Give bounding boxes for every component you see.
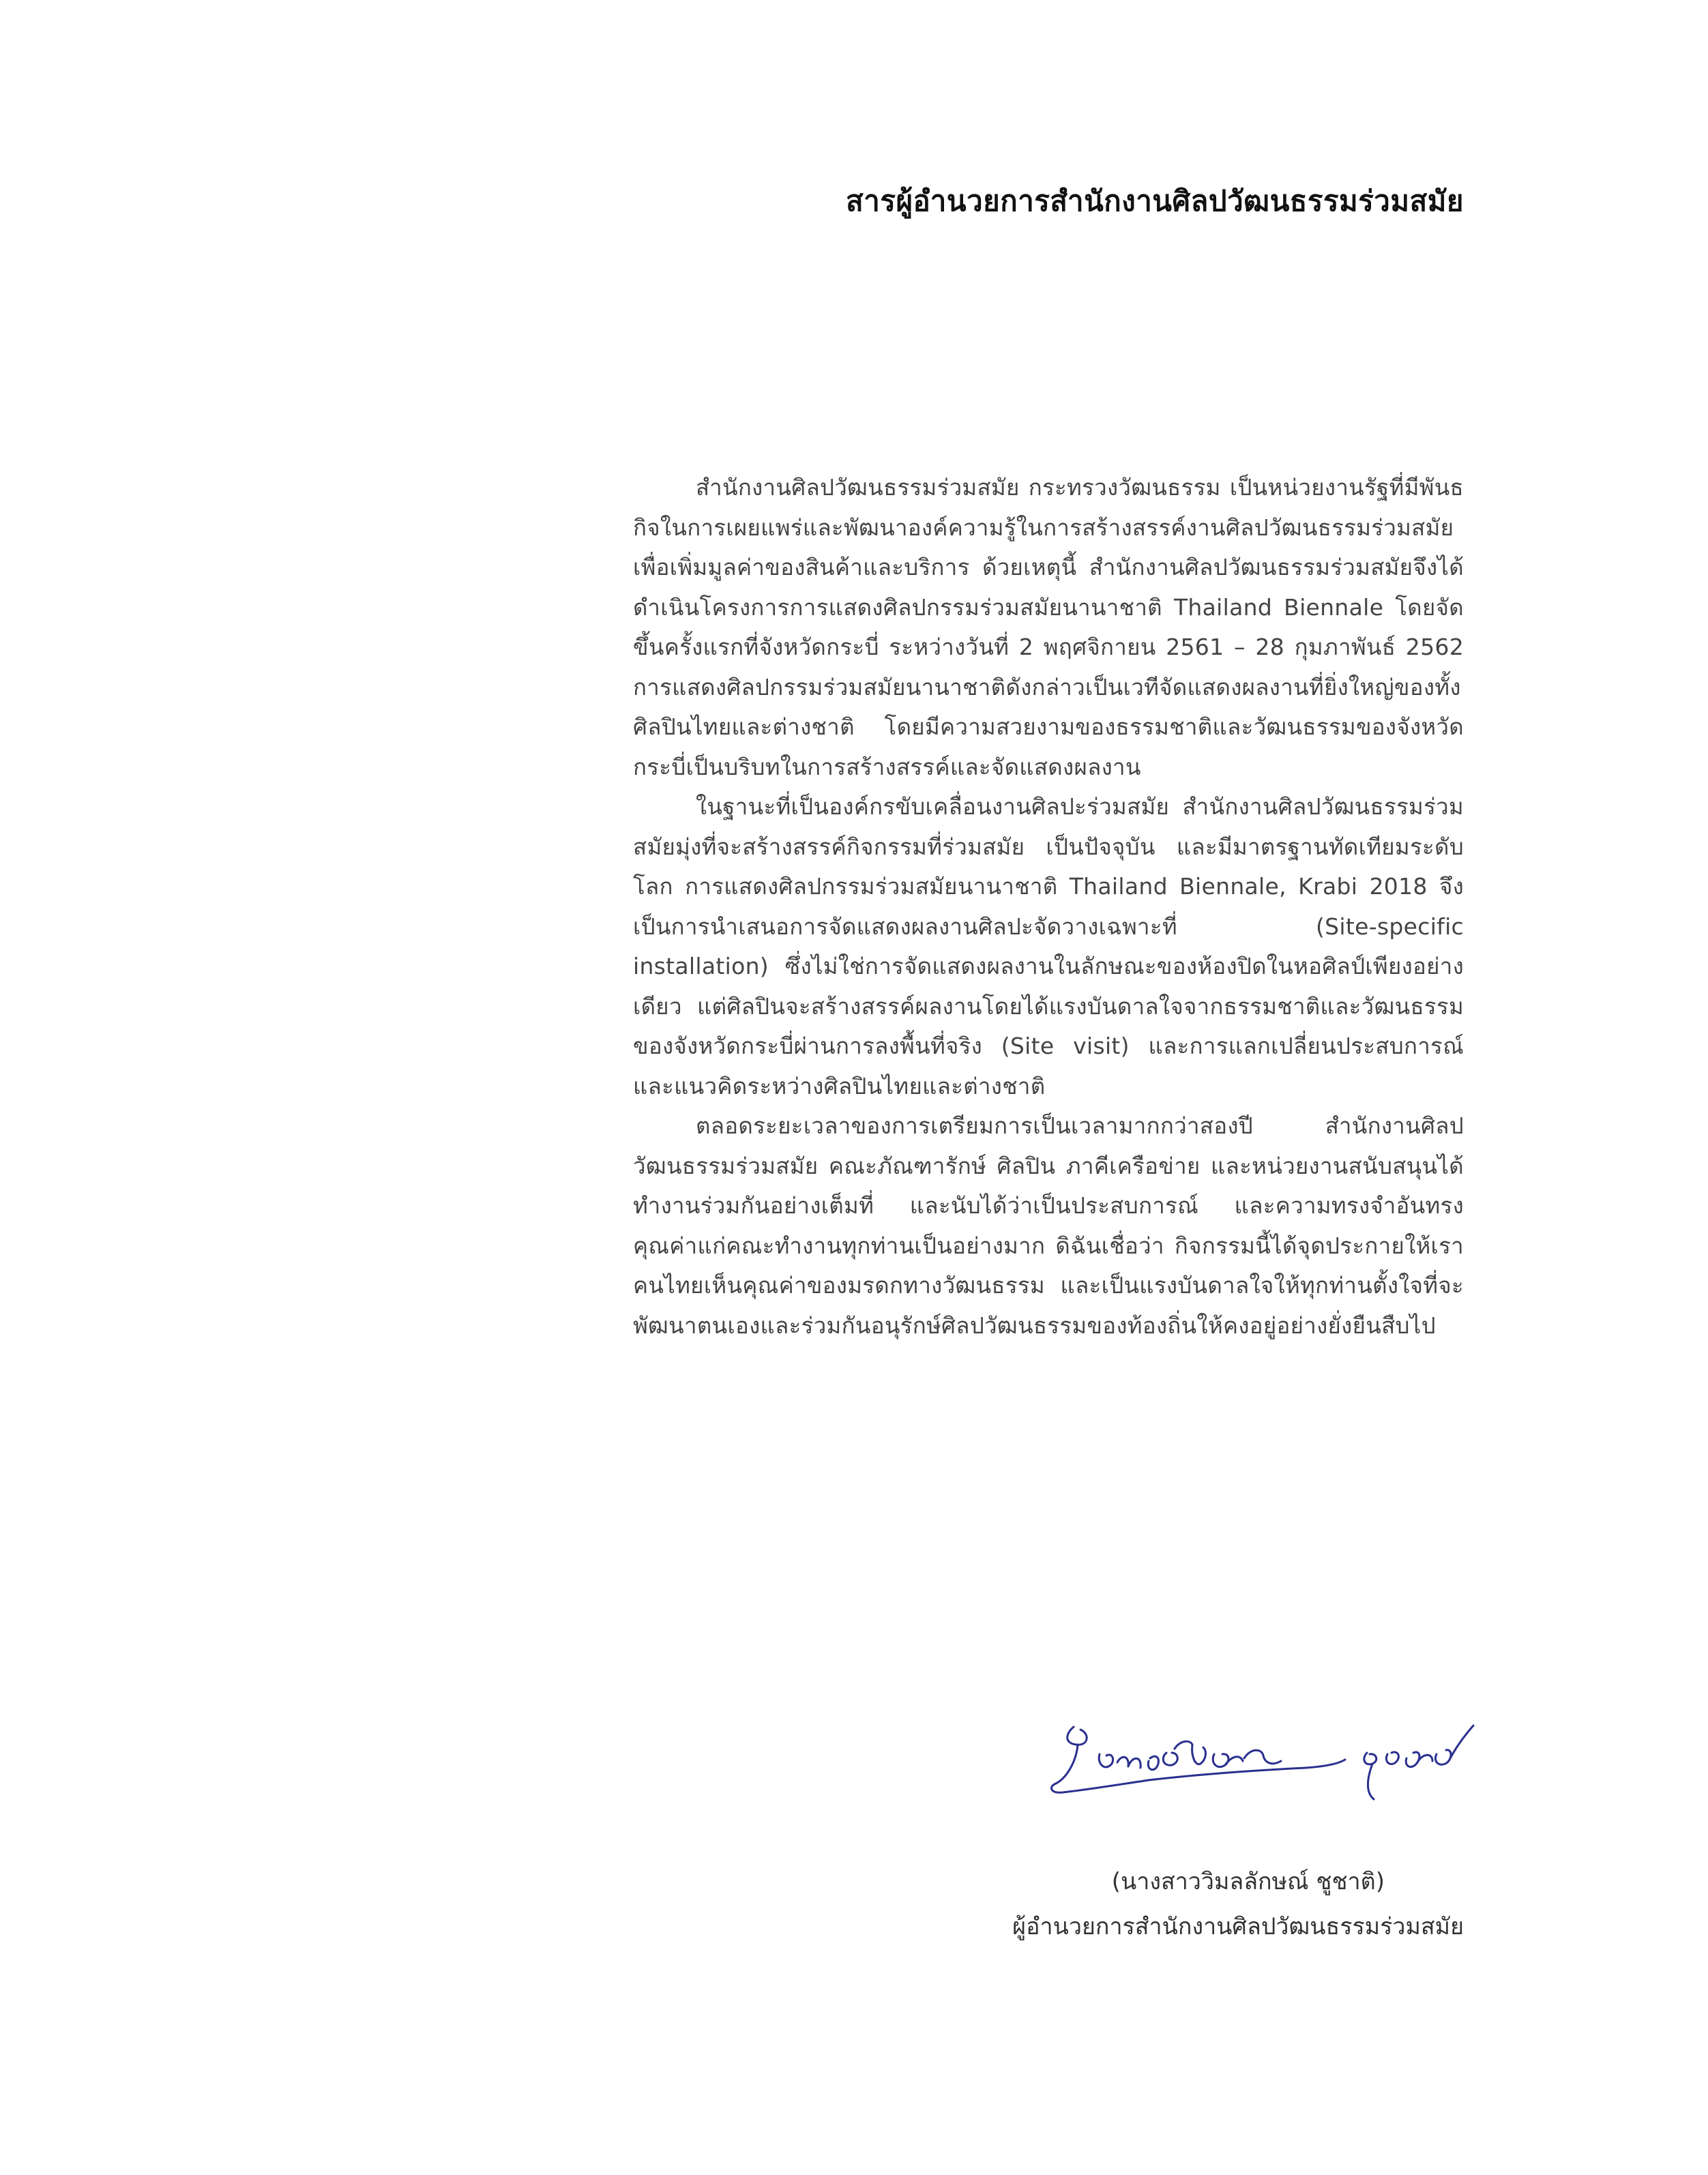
paragraph-3: ตลอดระยะเวลาของการเตรียมการเป็นเวลามากกว่าสองปี สำนักงานศิลปวัฒนธรรมร่วมสมัย คณะภัณฑารักษ์ ศิลปิน ภาคีเครือข่าย และหน่วยงานสนับสนุนได้ทำงานร่วมกันอย่างเต็มที่ และนับได้ว่าเป็นประสบการณ์ และความทรงจำอันทรงคุณค่าแก่คณะทำงานทุกท่านเป็นอย่างมาก ดิฉันเชื่อว่า กิจกรรมนี้ได้จุดประกายให้เราคนไทยเห็นคุณค่าของมรดกทางวัฒนธรรม และเป็นแรงบันดาลใจให้ทุกท่านตั้งใจที่จะพัฒนาตนเองและร่วมกันอนุรักษ์ศิลปวัฒนธรรมของท้องถิ่นให้คงอยู่อย่างยั่งยืนสืบไป	[633, 1112, 1464, 1339]
page-title: สารผู้อำนวยการสำนักงานศิลปวัฒนธรรมร่วมสมัย	[846, 184, 1464, 218]
paragraph-1: สำนักงานศิลปวัฒนธรรมร่วมสมัย กระทรวงวัฒนธรรม เป็นหน่วยงานรัฐที่มีพันธกิจในการเผยแพร่และพัฒนาองค์ความรู้ในการสร้างสรรค์งานศิลปวัฒนธรรมร่วมสมัย เพื่อเพิ่มมูลค่าของสินค้าและบริการ ด้วยเหตุนี้ สำนักงานศิลปวัฒนธรรมร่วมสมัยจึงได้ดำเนินโครงการการแสดงศิลปกรรมร่วมสมัยนานาชาติ Thailand Biennale โดยจัดขึ้นครั้งแรกที่จังหวัดกระบี่ ระหว่างวันที่ 2 พฤศจิกายน 2561 – 28 กุมภาพันธ์ 2562 การแสดงศิลปกรรมร่วมสมัยนานาชาติดังกล่าวเป็นเวทีจัดแสดงผลงานที่ยิ่งใหญ่ของทั้งศิลปินไทยและต่างชาติ โดยมีความสวยงามของธรรมชาติและวัฒนธรรมของจังหวัดกระบี่เป็นบริบทในการสร้างสรรค์และจัดแสดงผลงาน	[633, 474, 1464, 780]
letter-body	[633, 468, 1464, 1346]
handwritten-signature	[1046, 1713, 1483, 1809]
signer-position: ผู้อำนวยการสำนักงานศิลปวัฒนธรรมร่วมสมัย	[1012, 1913, 1464, 1940]
signer-name: (นางสาววิมลลักษณ์ ชูชาติ)	[1111, 1868, 1385, 1895]
signer-block	[1012, 1859, 1464, 1949]
paragraph-2: ในฐานะที่เป็นองค์กรขับเคลื่อนงานศิลปะร่วมสมัย สำนักงานศิลปวัฒนธรรมร่วมสมัยมุ่งที่จะสร้างสรรค์กิจกรรมที่ร่วมสมัย เป็นปัจจุบัน และมีมาตรฐานทัดเทียมระดับโลก การแสดงศิลปกรรมร่วมสมัยนานาชาติ Thailand Biennale, Krabi 2018 จึงเป็นการนำเสนอการจัดแสดงผลงานศิลปะจัดวางเฉพาะที่ (Site-specific installation) ซึ่งไม่ใช่การจัดแสดงผลงานในลักษณะของห้องปิดในหอศิลป์เพียงอย่างเดียว แต่ศิลปินจะสร้างสรรค์ผลงานโดยได้แรงบันดาลใจจากธรรมชาติและวัฒนธรรมของจังหวัดกระบี่ผ่านการลงพื้นที่จริง (Site visit) และการแลกเปลี่ยนประสบการณ์และแนวคิดระหว่างศิลปินไทยและต่างชาติ	[633, 793, 1464, 1099]
